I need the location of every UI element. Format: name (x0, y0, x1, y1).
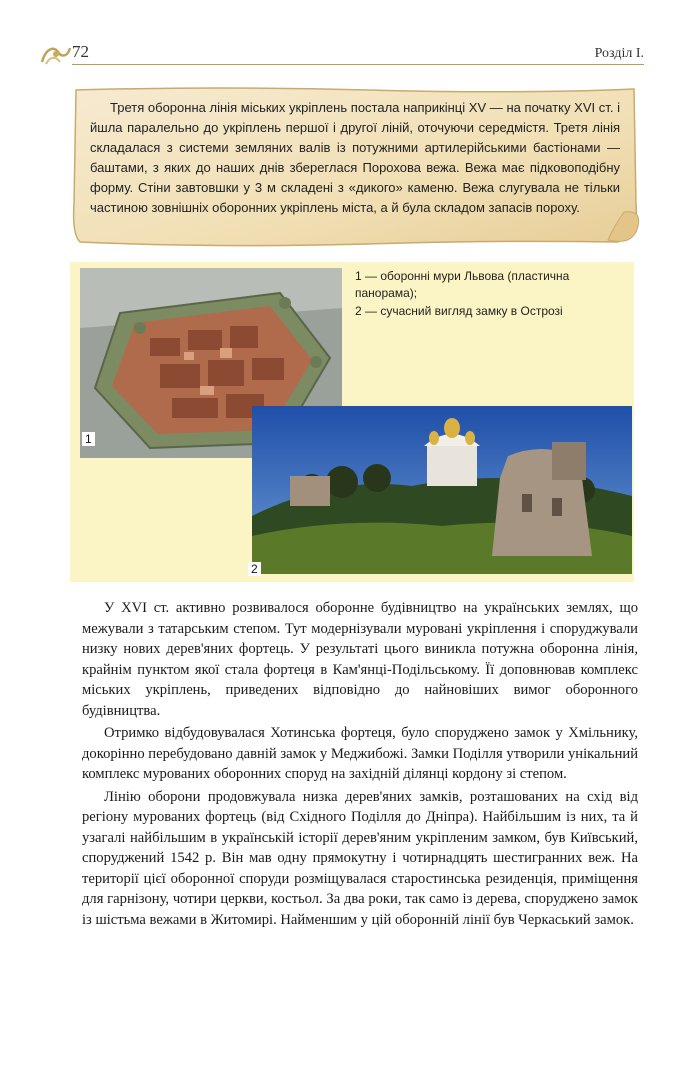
figure-label-2: 2 (248, 562, 261, 576)
figure-block (70, 262, 634, 582)
paragraph: У XVI ст. активно розвивалося оборонне будівництво на українських землях, що межували з татарським степом. Тут модернізували муровані укріплення і споруджували низку нових дерев'яних фортець. У результаті цього виникла потужна оборонна лінія, крайнім пунктом якої стала фортеця в Кам'янці-Подільському. Її доповнював комплекс міських укріплень, приведених відповідно до найновіших вимог оборонного будівництва. (82, 600, 638, 719)
caption-item-2: 2 — сучасний вигляд замку в Острозі (355, 304, 563, 318)
scroll-note (68, 84, 642, 250)
main-text (82, 598, 638, 932)
paragraph: Отримко відбудовувалася Хотинська фортеця, було споруджено замок у Хмільнику, докорінно перебудовано давній замок у Меджибожі. Замки Поділля утворили унікальний комплекс мурованих оборонних споруд на західній ділянці кордону зі степом. (82, 725, 639, 782)
ostroh-castle-photo (252, 406, 632, 574)
scroll-note-text: Третя оборонна лінія міських укріплень постала наприкінці XV — на початку XVI ст. і йшла паралельно до укріплень першої і другої ліній, оточуючи середмістя. Третя лінія складалася з системи земляних валів із потужними артилерійськими бастіонами — баштами, з яких до наших днів збереглася Порохова вежа. Вежа має підковоподібну форму. Стіни завтовшки у 3 м складені з «дикого» каменю. Вежа слугувала не тільки частиною зовнішніх оборонних укріплень міста, а й була складом запасів пороху. (90, 100, 620, 215)
ornament-icon (40, 42, 72, 66)
caption-item-1: 1 — оборонні мури Львова (пластична панорама); (355, 269, 570, 300)
header-divider (72, 64, 644, 65)
figure-caption (355, 268, 627, 321)
page-number: 72 (72, 42, 89, 61)
figure-label-1: 1 (82, 432, 95, 446)
section-title: Розділ І. (594, 46, 644, 61)
page-header (40, 38, 644, 72)
paragraph: Лінію оборони продовжувала низка дерев'яних замків, розташованих на схід від регіону мурованих фортець (від Східного Поділля до Дніпра). Найбільшим із них, та й узагалі найбільшим в українській історії дерев'яним укріпленим замком, був Київський, споруджений 1542 р. Він мав одну прямокутну і чотирнадцять шестигранних веж. На території цієї оборонної споруди розміщувалася старостинська резиденція, приміщення для гарнізону, чотири церкви, костьол. За два роки, так само із дерева, споруджено замок із шістьма вежами в Житомирі. Найменшим у цій оборонній лінії був Черкаський замок. (82, 788, 638, 928)
